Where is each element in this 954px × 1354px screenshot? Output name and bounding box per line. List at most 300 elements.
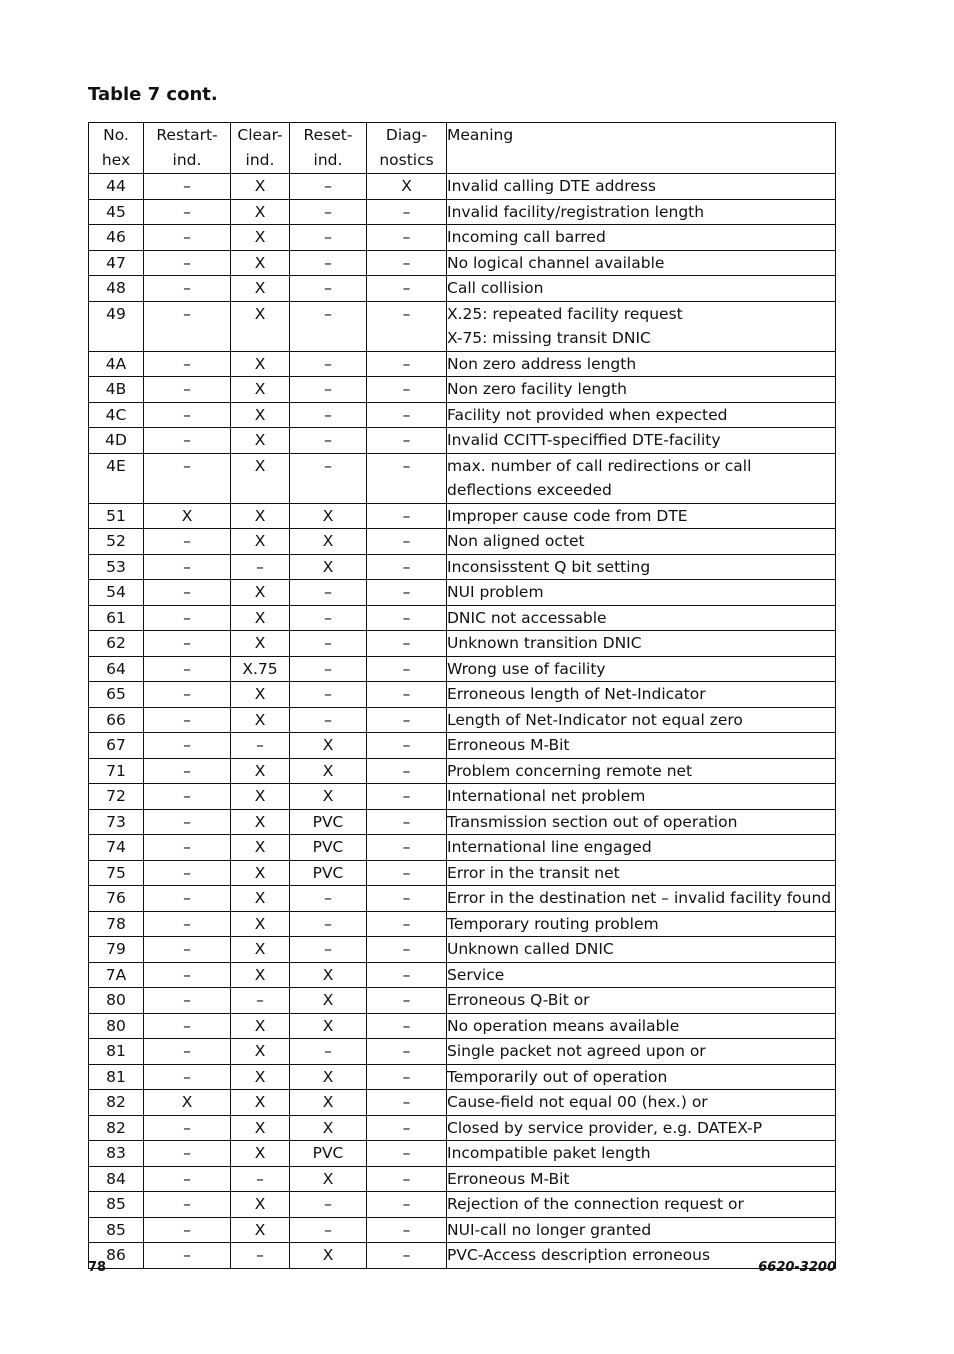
meaning-line: Call collision — [447, 279, 544, 297]
cell-restart-ind: – — [144, 276, 231, 302]
cell-diagnostics: – — [367, 225, 447, 251]
page-number: 78 — [88, 1260, 107, 1275]
cell-reset-ind: PVC — [290, 860, 367, 886]
table-row — [89, 809, 836, 835]
table-row — [89, 835, 836, 861]
meaning-line: Wrong use of facility — [447, 659, 606, 678]
cell-clear-ind: X — [231, 225, 290, 251]
table-row — [89, 1141, 836, 1167]
cell-clear-ind: X — [231, 1064, 290, 1090]
cell-clear-ind: X — [231, 199, 290, 225]
cell-meaning — [447, 937, 836, 963]
cell-no-hex: 73 — [89, 809, 144, 835]
table-row — [89, 199, 836, 225]
header-diagnostics: Diag- nostics — [367, 123, 447, 174]
cell-restart-ind: – — [144, 656, 231, 682]
cell-meaning — [447, 758, 836, 784]
cell-reset-ind: X — [290, 529, 367, 555]
table-row — [89, 453, 836, 503]
cell-diagnostics: – — [367, 1090, 447, 1116]
cell-reset-ind: – — [290, 377, 367, 403]
meaning-line: NUI-call no longer granted — [447, 1220, 652, 1239]
table-title: Table 7 cont. — [88, 84, 218, 105]
cell-clear-ind: X — [231, 682, 290, 708]
table-row — [89, 962, 836, 988]
cell-clear-ind: X — [231, 580, 290, 606]
cell-reset-ind: – — [290, 225, 367, 251]
table-row — [89, 707, 836, 733]
cell-restart-ind: – — [144, 937, 231, 963]
cell-meaning — [447, 174, 836, 200]
cell-meaning — [447, 656, 836, 682]
cell-reset-ind: – — [290, 1217, 367, 1243]
cell-restart-ind: – — [144, 1166, 231, 1192]
cell-restart-ind: – — [144, 377, 231, 403]
cell-no-hex: 4B — [89, 377, 144, 403]
meaning-line: Non zero address length — [447, 354, 637, 373]
cell-clear-ind: X — [231, 758, 290, 784]
cell-clear-ind: X — [231, 250, 290, 276]
cell-reset-ind: – — [290, 886, 367, 912]
table-row — [89, 1166, 836, 1192]
cell-meaning — [447, 276, 836, 302]
cell-no-hex: 71 — [89, 758, 144, 784]
cell-diagnostics: – — [367, 529, 447, 555]
meaning-line: International line engaged — [447, 838, 652, 856]
cell-no-hex: 86 — [89, 1243, 144, 1269]
cell-reset-ind: – — [290, 174, 367, 200]
cell-clear-ind: X — [231, 453, 290, 503]
cell-meaning — [447, 631, 836, 657]
table-row — [89, 605, 836, 631]
cell-no-hex: 4D — [89, 428, 144, 454]
meaning-line: PVC-Access description erroneous — [447, 1246, 711, 1264]
cell-clear-ind: X — [231, 1115, 290, 1141]
cell-no-hex: 67 — [89, 733, 144, 759]
cell-meaning — [447, 301, 836, 351]
meaning-line: Facility not provided when expected — [447, 405, 728, 424]
meaning-line: Temporarily out of operation — [447, 1067, 668, 1086]
cell-meaning — [447, 402, 836, 428]
cell-diagnostics: – — [367, 809, 447, 835]
cell-reset-ind: – — [290, 707, 367, 733]
cell-reset-ind: X — [290, 1166, 367, 1192]
cell-meaning — [447, 554, 836, 580]
meaning-line: Unknown transition DNIC — [447, 634, 642, 652]
cell-restart-ind: – — [144, 809, 231, 835]
table-row — [89, 656, 836, 682]
cell-clear-ind: – — [231, 554, 290, 580]
meaning-line: DNIC not accessable — [447, 608, 607, 627]
cell-clear-ind: X — [231, 784, 290, 810]
cell-diagnostics: – — [367, 1064, 447, 1090]
cell-clear-ind: X — [231, 1192, 290, 1218]
cell-clear-ind: X — [231, 911, 290, 937]
cell-restart-ind: – — [144, 554, 231, 580]
table-row — [89, 1115, 836, 1141]
cell-diagnostics: – — [367, 580, 447, 606]
table-row — [89, 682, 836, 708]
meaning-line: Problem concerning remote net — [447, 761, 693, 780]
table-row — [89, 428, 836, 454]
cell-reset-ind: X — [290, 962, 367, 988]
cell-restart-ind: – — [144, 428, 231, 454]
meaning-line: Invalid facility/registration length — [447, 202, 705, 221]
cell-no-hex: 72 — [89, 784, 144, 810]
cell-clear-ind: X — [231, 860, 290, 886]
cell-reset-ind: – — [290, 580, 367, 606]
cell-restart-ind: – — [144, 962, 231, 988]
table-row — [89, 250, 836, 276]
cell-reset-ind: – — [290, 428, 367, 454]
table-row — [89, 402, 836, 428]
table-row — [89, 733, 836, 759]
cell-no-hex: 64 — [89, 656, 144, 682]
table-row — [89, 276, 836, 302]
cell-restart-ind: – — [144, 707, 231, 733]
cell-restart-ind: – — [144, 453, 231, 503]
table-row — [89, 301, 836, 351]
cell-diagnostics: – — [367, 860, 447, 886]
header-meaning: Meaning — [447, 123, 836, 174]
cell-reset-ind: PVC — [290, 1141, 367, 1167]
cell-restart-ind: – — [144, 631, 231, 657]
cell-diagnostics: – — [367, 784, 447, 810]
cell-no-hex: 66 — [89, 707, 144, 733]
cell-meaning — [447, 988, 836, 1014]
cell-diagnostics: – — [367, 1217, 447, 1243]
cell-diagnostics: – — [367, 631, 447, 657]
table-row — [89, 758, 836, 784]
cell-restart-ind: – — [144, 580, 231, 606]
cell-clear-ind: X — [231, 809, 290, 835]
cell-diagnostics: – — [367, 1166, 447, 1192]
cell-meaning — [447, 199, 836, 225]
meaning-line: Error in the destination net – invalid facility found — [447, 889, 832, 907]
meaning-line: Erroneous M-Bit — [447, 1169, 570, 1188]
cell-no-hex: 52 — [89, 529, 144, 555]
table-row — [89, 1013, 836, 1039]
meaning-line: Transmission section out of operation — [447, 812, 738, 831]
cell-no-hex: 46 — [89, 225, 144, 251]
meaning-line: Temporary routing problem — [447, 914, 659, 933]
cell-restart-ind: – — [144, 250, 231, 276]
cell-meaning — [447, 962, 836, 988]
cell-meaning — [447, 784, 836, 810]
cell-restart-ind: – — [144, 860, 231, 886]
cell-no-hex: 47 — [89, 250, 144, 276]
meaning-line: Invalid CCITT-speciffied DTE-facility — [447, 431, 721, 449]
cell-diagnostics: – — [367, 1141, 447, 1167]
meaning-line: Inconsisstent Q bit setting — [447, 557, 651, 576]
cell-no-hex: 53 — [89, 554, 144, 580]
header-row — [89, 123, 836, 174]
table-row — [89, 631, 836, 657]
cell-meaning — [447, 860, 836, 886]
meaning-line: Incoming call barred — [447, 228, 606, 246]
cell-reset-ind: – — [290, 1039, 367, 1065]
cell-diagnostics: – — [367, 758, 447, 784]
cell-meaning — [447, 428, 836, 454]
cell-restart-ind: – — [144, 758, 231, 784]
cell-clear-ind: X — [231, 174, 290, 200]
table-row — [89, 1039, 836, 1065]
cell-no-hex: 78 — [89, 911, 144, 937]
cell-no-hex: 80 — [89, 988, 144, 1014]
cell-meaning — [447, 1192, 836, 1218]
header-reset-ind: Reset- ind. — [290, 123, 367, 174]
meaning-line: International net problem — [447, 787, 646, 805]
table-row — [89, 860, 836, 886]
cell-clear-ind: – — [231, 1166, 290, 1192]
cell-meaning — [447, 580, 836, 606]
cell-restart-ind: – — [144, 733, 231, 759]
cell-diagnostics: X — [367, 174, 447, 200]
cell-no-hex: 4E — [89, 453, 144, 503]
cell-restart-ind: – — [144, 1192, 231, 1218]
cell-diagnostics: – — [367, 656, 447, 682]
table-row — [89, 937, 836, 963]
cell-diagnostics: – — [367, 988, 447, 1014]
cell-meaning — [447, 503, 836, 529]
header-no-hex: No. hex — [89, 123, 144, 174]
cell-restart-ind: – — [144, 682, 231, 708]
cell-no-hex: 76 — [89, 886, 144, 912]
cell-diagnostics: – — [367, 733, 447, 759]
cell-restart-ind: – — [144, 1064, 231, 1090]
header-clear-ind: Clear- ind. — [231, 123, 290, 174]
cell-no-hex: 85 — [89, 1217, 144, 1243]
cell-reset-ind: X — [290, 988, 367, 1014]
cell-diagnostics: – — [367, 250, 447, 276]
cell-meaning — [447, 605, 836, 631]
cell-meaning — [447, 453, 836, 503]
cell-reset-ind: – — [290, 402, 367, 428]
cell-restart-ind: – — [144, 605, 231, 631]
meaning-line: Length of Net-Indicator not equal zero — [447, 710, 743, 729]
meaning-line: Non aligned octet — [447, 532, 585, 550]
cell-restart-ind: – — [144, 988, 231, 1014]
cell-reset-ind: X — [290, 1013, 367, 1039]
cell-reset-ind: X — [290, 1090, 367, 1116]
cell-no-hex: 4A — [89, 351, 144, 377]
cell-clear-ind: X — [231, 428, 290, 454]
cell-clear-ind: X — [231, 707, 290, 733]
cell-meaning — [447, 529, 836, 555]
cell-reset-ind: – — [290, 351, 367, 377]
table-row — [89, 377, 836, 403]
cell-meaning — [447, 351, 836, 377]
cell-diagnostics: – — [367, 962, 447, 988]
cell-meaning — [447, 707, 836, 733]
cell-clear-ind: X — [231, 276, 290, 302]
cell-reset-ind: X — [290, 554, 367, 580]
cell-diagnostics: – — [367, 1243, 447, 1269]
cell-no-hex: 48 — [89, 276, 144, 302]
meaning-line: No operation means available — [447, 1016, 680, 1035]
cell-reset-ind: X — [290, 1064, 367, 1090]
cell-reset-ind: PVC — [290, 835, 367, 861]
cell-reset-ind: – — [290, 276, 367, 302]
cell-diagnostics: – — [367, 276, 447, 302]
cell-meaning — [447, 1115, 836, 1141]
cell-clear-ind: X — [231, 1217, 290, 1243]
meaning-line: Closed by service provider, e.g. DATEX-P — [447, 1118, 763, 1137]
cell-restart-ind: – — [144, 351, 231, 377]
cell-diagnostics: – — [367, 886, 447, 912]
meaning-line: Error in the transit net — [447, 863, 620, 882]
cell-diagnostics: – — [367, 377, 447, 403]
cell-no-hex: 49 — [89, 301, 144, 351]
cell-no-hex: 82 — [89, 1090, 144, 1116]
cell-reset-ind: – — [290, 631, 367, 657]
cell-no-hex: 44 — [89, 174, 144, 200]
cell-diagnostics: – — [367, 1039, 447, 1065]
cell-meaning — [447, 1039, 836, 1065]
table-row — [89, 529, 836, 555]
cell-restart-ind: – — [144, 1217, 231, 1243]
meaning-line: X.25: repeated facility request — [447, 304, 683, 323]
cell-restart-ind: – — [144, 886, 231, 912]
cell-diagnostics: – — [367, 428, 447, 454]
cell-reset-ind: – — [290, 605, 367, 631]
cell-clear-ind: X — [231, 962, 290, 988]
cause-code-table — [88, 122, 836, 1269]
table-row — [89, 988, 836, 1014]
cell-clear-ind: X — [231, 301, 290, 351]
cell-clear-ind: – — [231, 1243, 290, 1269]
cell-no-hex: 54 — [89, 580, 144, 606]
table-row — [89, 554, 836, 580]
meaning-line: Improper cause code from DTE — [447, 506, 688, 525]
meaning-line: Erroneous length of Net-Indicator — [447, 685, 706, 703]
meaning-line: Service — [447, 965, 505, 984]
cell-no-hex: 7A — [89, 962, 144, 988]
table-header — [89, 123, 836, 174]
cell-meaning — [447, 733, 836, 759]
cell-meaning — [447, 250, 836, 276]
table-row — [89, 911, 836, 937]
meaning-line: Incompatible paket length — [447, 1144, 651, 1162]
cell-meaning — [447, 1217, 836, 1243]
table-row — [89, 1243, 836, 1269]
table-row — [89, 1217, 836, 1243]
cell-restart-ind: – — [144, 402, 231, 428]
cell-clear-ind: X.75 — [231, 656, 290, 682]
cell-clear-ind: X — [231, 402, 290, 428]
cell-no-hex: 51 — [89, 503, 144, 529]
cell-clear-ind: – — [231, 988, 290, 1014]
cell-meaning — [447, 1166, 836, 1192]
cell-restart-ind: X — [144, 1090, 231, 1116]
table-row — [89, 225, 836, 251]
cell-diagnostics: – — [367, 605, 447, 631]
cell-clear-ind: X — [231, 351, 290, 377]
cell-diagnostics: – — [367, 911, 447, 937]
cell-clear-ind: X — [231, 886, 290, 912]
cell-restart-ind: – — [144, 1039, 231, 1065]
cell-meaning — [447, 911, 836, 937]
cell-meaning — [447, 1064, 836, 1090]
cell-meaning — [447, 682, 836, 708]
cell-restart-ind: – — [144, 1013, 231, 1039]
cell-clear-ind: – — [231, 733, 290, 759]
cell-restart-ind: – — [144, 174, 231, 200]
cell-no-hex: 81 — [89, 1039, 144, 1065]
meaning-line: max. number of call redirections or call — [447, 456, 752, 475]
table-row — [89, 1192, 836, 1218]
cell-diagnostics: – — [367, 503, 447, 529]
meaning-line: NUI problem — [447, 583, 544, 601]
cell-clear-ind: X — [231, 605, 290, 631]
cell-meaning — [447, 225, 836, 251]
cell-no-hex: 84 — [89, 1166, 144, 1192]
cell-clear-ind: X — [231, 1141, 290, 1167]
cell-reset-ind: – — [290, 1192, 367, 1218]
cell-restart-ind: – — [144, 911, 231, 937]
cell-meaning — [447, 377, 836, 403]
cell-clear-ind: X — [231, 1039, 290, 1065]
cell-diagnostics: – — [367, 937, 447, 963]
cell-restart-ind: – — [144, 1115, 231, 1141]
meaning-line: Rejection of the connection request or — [447, 1195, 744, 1213]
cell-clear-ind: X — [231, 503, 290, 529]
cell-diagnostics: – — [367, 682, 447, 708]
cell-restart-ind: – — [144, 225, 231, 251]
table-row — [89, 503, 836, 529]
cell-restart-ind: – — [144, 199, 231, 225]
cell-no-hex: 81 — [89, 1064, 144, 1090]
cell-reset-ind: – — [290, 911, 367, 937]
cell-clear-ind: X — [231, 631, 290, 657]
document-number: 6620-3200 — [758, 1260, 836, 1275]
cell-diagnostics: – — [367, 1192, 447, 1218]
meaning-line: Non zero facility length — [447, 380, 627, 398]
meaning-line: Unknown called DNIC — [447, 940, 614, 958]
meaning-line: deflections exceeded — [447, 481, 612, 499]
table-row — [89, 784, 836, 810]
cell-diagnostics: – — [367, 453, 447, 503]
cell-diagnostics: – — [367, 554, 447, 580]
cell-no-hex: 62 — [89, 631, 144, 657]
meaning-line: Cause-field not equal 00 (hex.) or — [447, 1093, 708, 1111]
meaning-line: X-75: missing transit DNIC — [447, 329, 651, 347]
cell-no-hex: 80 — [89, 1013, 144, 1039]
cell-reset-ind: – — [290, 301, 367, 351]
cell-clear-ind: X — [231, 937, 290, 963]
cell-no-hex: 85 — [89, 1192, 144, 1218]
cell-reset-ind: – — [290, 199, 367, 225]
table-row — [89, 1090, 836, 1116]
cell-no-hex: 83 — [89, 1141, 144, 1167]
cell-no-hex: 74 — [89, 835, 144, 861]
meaning-line: Erroneous Q-Bit or — [447, 991, 590, 1009]
table-body — [89, 174, 836, 1269]
table-row — [89, 174, 836, 200]
cell-diagnostics: – — [367, 1115, 447, 1141]
cell-reset-ind: – — [290, 682, 367, 708]
cell-restart-ind: – — [144, 301, 231, 351]
cell-reset-ind: – — [290, 937, 367, 963]
table-row — [89, 1064, 836, 1090]
meaning-line: Invalid calling DTE address — [447, 177, 656, 195]
cell-reset-ind: PVC — [290, 809, 367, 835]
cell-diagnostics: – — [367, 1013, 447, 1039]
cell-clear-ind: X — [231, 529, 290, 555]
cell-reset-ind: X — [290, 1115, 367, 1141]
cell-reset-ind: – — [290, 453, 367, 503]
meaning-line: Single packet not agreed upon or — [447, 1042, 706, 1060]
